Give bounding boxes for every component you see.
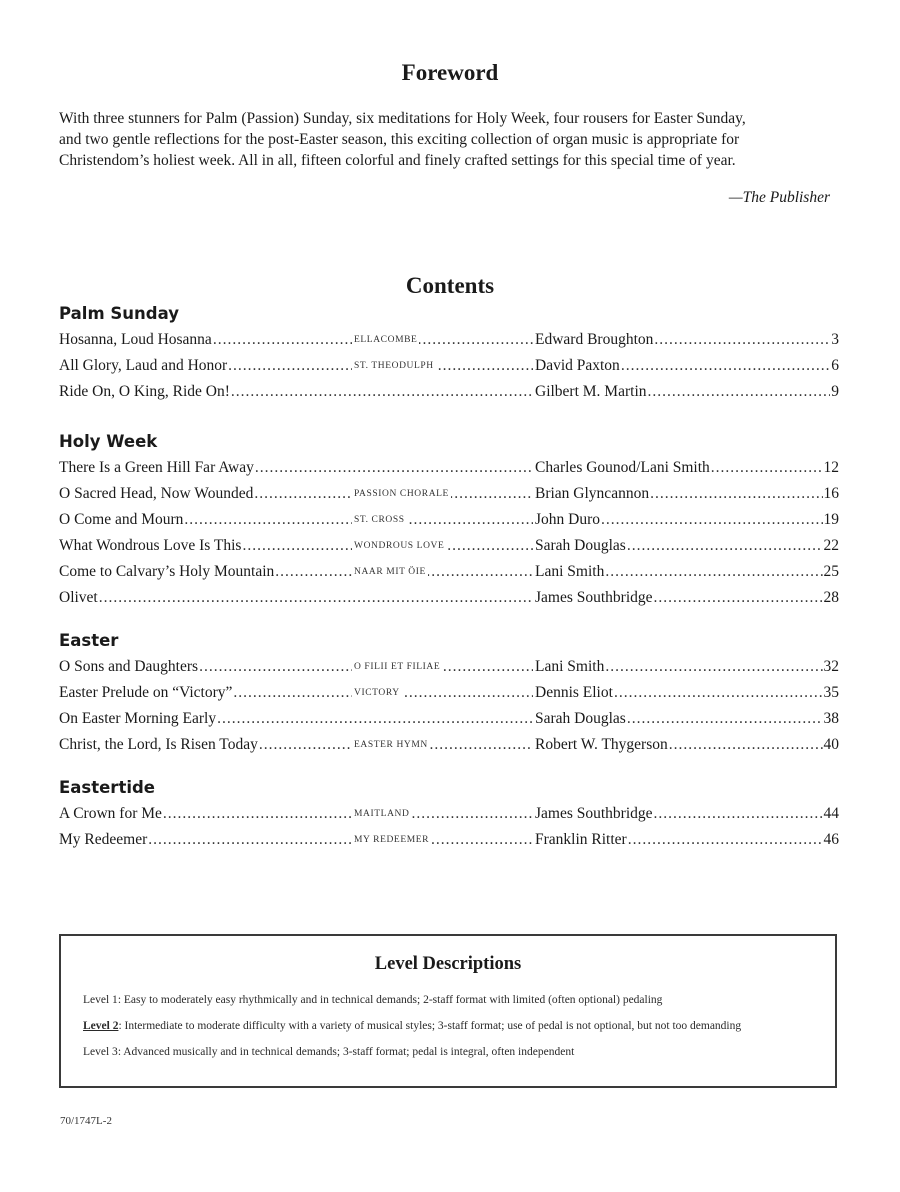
contents-entry	[59, 481, 839, 507]
piece-title: O Come and Mourn	[59, 511, 184, 528]
contents-section	[59, 301, 839, 405]
dot-leader	[605, 559, 822, 585]
page-number: 35	[823, 684, 839, 701]
piece-title: All Glory, Laud and Honor	[59, 357, 228, 374]
piece-title: Hosanna, Loud Hosanna	[59, 331, 212, 348]
contents-entry	[59, 801, 839, 827]
dot-leader	[627, 533, 823, 559]
composer-name: David Paxton	[535, 357, 620, 374]
hymn-tune: ST. CROSS	[352, 507, 407, 533]
hymn-tune: PASSION CHORALE	[352, 481, 451, 507]
level-text: : Easy to moderately easy rhythmically and in technical demands; 2-staff format with limited (often optional) pedaling	[117, 994, 663, 1006]
level-descriptions-box	[59, 934, 837, 1088]
dot-leader	[654, 585, 823, 611]
piece-title: Olivet	[59, 589, 98, 606]
piece-title: Come to Calvary’s Holy Mountain	[59, 563, 275, 580]
page-number: 25	[823, 563, 839, 580]
contents-entry	[59, 654, 839, 680]
level-2-description	[83, 1020, 741, 1032]
page-number: 19	[823, 511, 839, 528]
contents-entry	[59, 680, 839, 706]
section-heading: Holy Week	[59, 432, 158, 451]
contents-entry	[59, 559, 839, 585]
contents-entry	[59, 533, 839, 559]
dot-leader	[654, 801, 823, 827]
hymn-tune: O FILII ET FILIAE	[352, 654, 442, 680]
composer-name: Lani Smith	[535, 563, 605, 580]
dot-leader	[231, 379, 533, 405]
section-heading: Easter	[59, 631, 119, 650]
level-text: : Advanced musically and in technical demands; 3-staff format; pedal is integral, often independent	[117, 1046, 575, 1058]
page-number: 44	[823, 805, 839, 822]
level-label: Level 3	[83, 1046, 118, 1058]
piece-title: Ride On, O King, Ride On!	[59, 383, 230, 400]
level-label: Level 2	[83, 1020, 119, 1032]
section-heading: Eastertide	[59, 778, 155, 797]
page-number: 28	[823, 589, 839, 606]
foreword-signature: —The Publisher	[728, 189, 830, 206]
composer-name: James Southbridge	[535, 805, 653, 822]
foreword-line: With three stunners for Palm (Passion) Sunday, six meditations for Holy Week, four rousers for Easter Sunday,	[59, 110, 746, 127]
dot-leader	[601, 507, 822, 533]
piece-title: My Redeemer	[59, 831, 148, 848]
composer-name: Edward Broughton	[535, 331, 654, 348]
piece-title: O Sons and Daughters	[59, 658, 199, 675]
level-text: : Intermediate to moderate difficulty with a variety of musical styles; 3-staff format; use of pedal is not optional, but not too demanding	[118, 1020, 742, 1032]
contents-entry	[59, 706, 839, 732]
contents-entry	[59, 353, 839, 379]
piece-title: There Is a Green Hill Far Away	[59, 459, 254, 476]
dot-leader	[621, 353, 830, 379]
dot-leader	[654, 327, 830, 353]
dot-leader	[650, 481, 822, 507]
contents-entry	[59, 507, 839, 533]
hymn-tune: ELLACOMBE	[352, 327, 419, 353]
contents-title: Contents	[405, 273, 495, 298]
section-heading: Palm Sunday	[59, 304, 179, 323]
page-number: 12	[823, 459, 839, 476]
foreword-paragraph	[59, 108, 819, 171]
composer-name: Sarah Douglas	[535, 710, 626, 727]
level-descriptions-title: Level Descriptions	[374, 954, 522, 974]
page-number: 6	[831, 357, 839, 374]
composer-name: Lani Smith	[535, 658, 605, 675]
hymn-tune: ST. THEODULPH	[352, 353, 436, 379]
contents-section	[59, 628, 839, 758]
composer-name: Charles Gounod/Lani Smith	[535, 459, 710, 476]
level-label: Level 1	[83, 994, 118, 1006]
level-1-description	[83, 994, 662, 1006]
page-number: 3	[831, 331, 839, 348]
dot-leader	[669, 732, 823, 758]
contents-entry	[59, 827, 839, 853]
dot-leader	[627, 706, 823, 732]
page-number: 40	[823, 736, 839, 753]
foreword-line: Christendom’s holiest week. All in all, fifteen colorful and finely crafted settings for this special time of year.	[59, 152, 736, 169]
contents-entry	[59, 327, 839, 353]
composer-name: Gilbert M. Martin	[535, 383, 647, 400]
dot-leader	[605, 654, 822, 680]
composer-name: Brian Glyncannon	[535, 485, 650, 502]
dot-leader	[148, 827, 533, 853]
contents-entry	[59, 455, 839, 481]
contents-entry	[59, 732, 839, 758]
dot-leader	[648, 379, 831, 405]
contents-section	[59, 775, 839, 853]
foreword-title: Foreword	[401, 60, 499, 85]
foreword-line: and two gentle reflections for the post-Easter season, this exciting collection of organ music is appropriate for	[59, 131, 740, 148]
composer-name: Robert W. Thygerson	[535, 736, 668, 753]
hymn-tune: EASTER HYMN	[352, 732, 430, 758]
contents-section	[59, 429, 839, 611]
piece-title: O Sacred Head, Now Wounded	[59, 485, 254, 502]
page-number: 9	[831, 383, 839, 400]
dot-leader	[614, 680, 823, 706]
dot-leader	[628, 827, 823, 853]
page-number: 22	[823, 537, 839, 554]
dot-leader	[99, 585, 533, 611]
page-number: 32	[823, 658, 839, 675]
piece-title: A Crown for Me	[59, 805, 162, 822]
hymn-tune: MAITLAND	[352, 801, 411, 827]
composer-name: James Southbridge	[535, 589, 653, 606]
dot-leader	[711, 455, 823, 481]
hymn-tune: NAAR MIT ÖIE	[352, 559, 428, 585]
composer-name: Sarah Douglas	[535, 537, 626, 554]
hymn-tune: WONDROUS LOVE	[352, 533, 446, 559]
piece-title: Christ, the Lord, Is Risen Today	[59, 736, 258, 753]
composer-name: John Duro	[535, 511, 601, 528]
dot-leader	[163, 801, 533, 827]
dot-leader	[255, 455, 533, 481]
page-number: 46	[823, 831, 839, 848]
composer-name: Dennis Eliot	[535, 684, 613, 701]
hymn-tune: VICTORY	[352, 680, 402, 706]
piece-title: On Easter Morning Early	[59, 710, 217, 727]
dot-leader	[217, 706, 533, 732]
piece-title: Easter Prelude on “Victory”	[59, 684, 233, 701]
composer-name: Franklin Ritter	[535, 831, 627, 848]
page-number: 38	[823, 710, 839, 727]
level-3-description	[83, 1046, 574, 1058]
catalog-code: 70/1747L-2	[60, 1115, 112, 1127]
hymn-tune: MY REDEEMER	[352, 827, 431, 853]
piece-title: What Wondrous Love Is This	[59, 537, 242, 554]
contents-entry	[59, 585, 839, 611]
page-number: 16	[823, 485, 839, 502]
contents-entry	[59, 379, 839, 405]
